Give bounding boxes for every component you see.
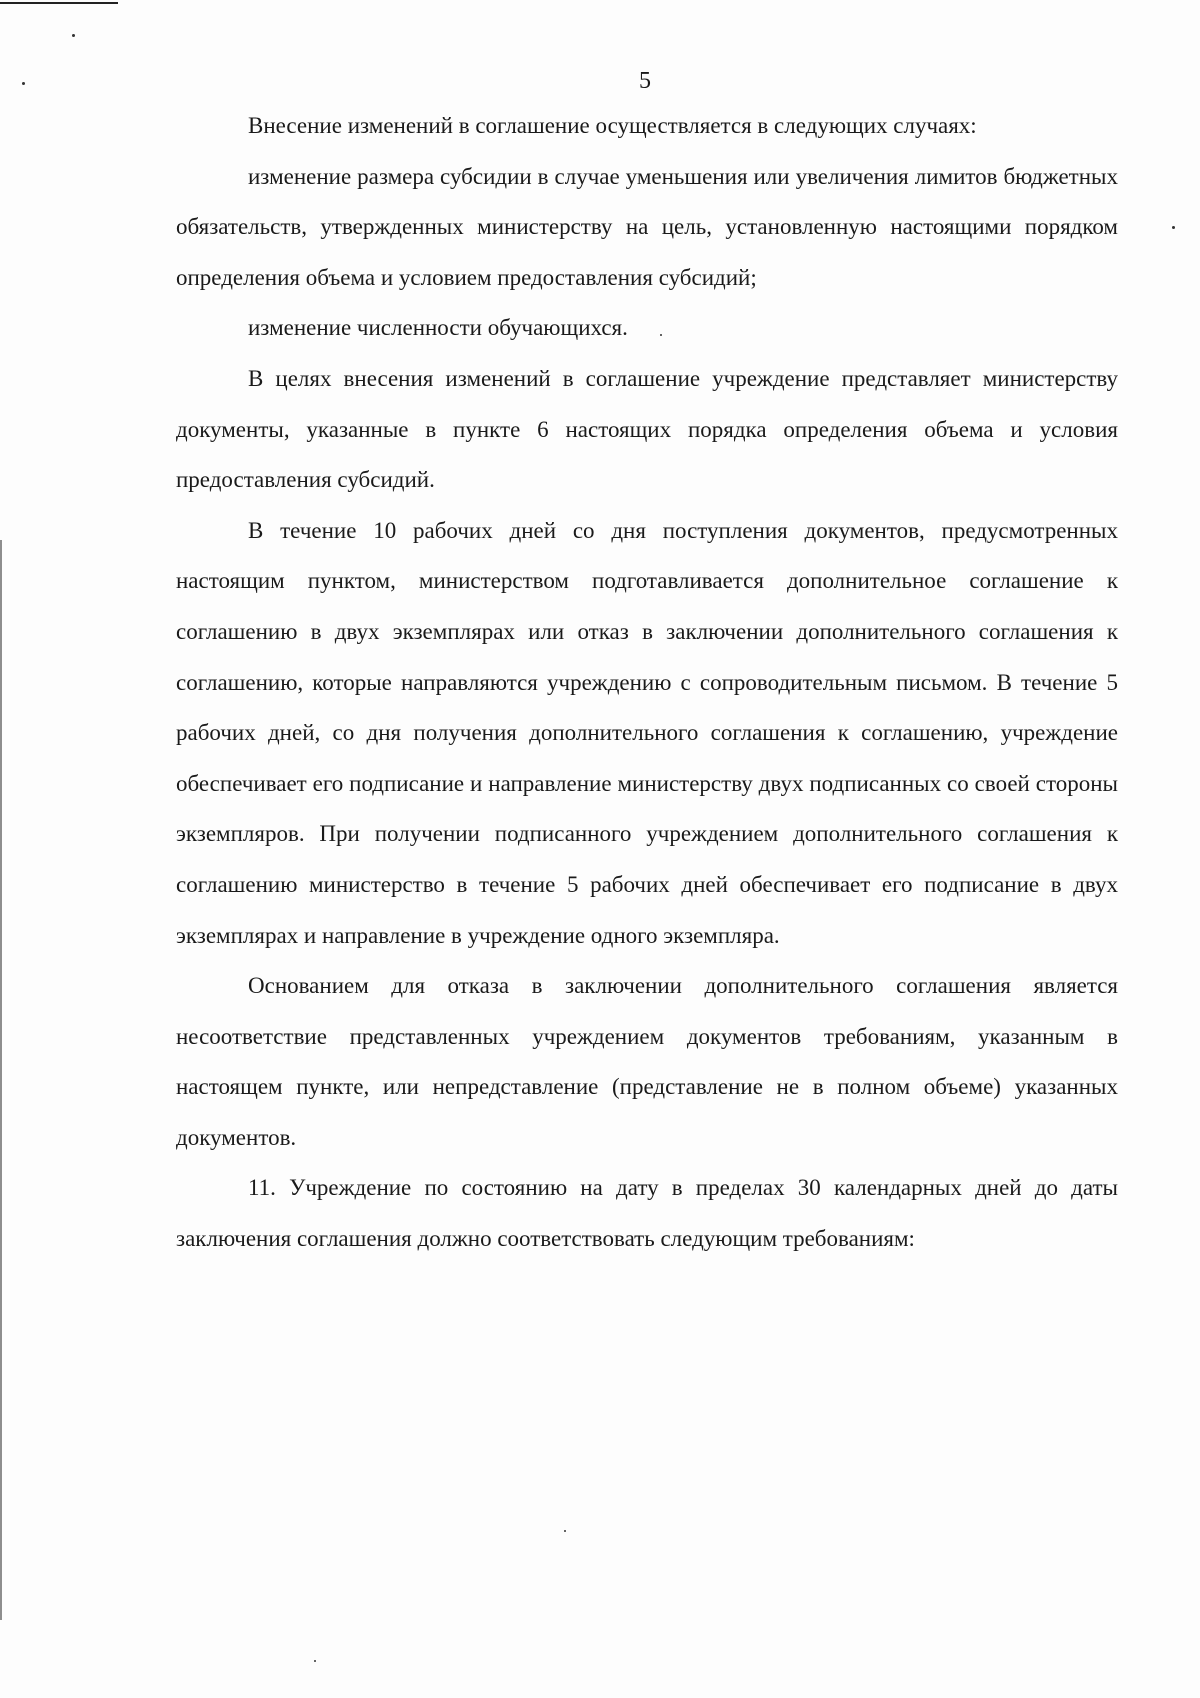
paragraph: В целях внесения изменений в соглашение учреждение представляет министерству документы, указанные в пункте 6 настоящих порядка определения объема и условия предоставления субсидий. [176, 365, 1118, 493]
scan-edge-line [0, 2, 118, 4]
scan-speck [1172, 226, 1175, 229]
page-number: 5 [639, 68, 651, 94]
paragraph: Внесение изменений в соглашение осуществляется в следующих случаях: [248, 113, 977, 138]
scan-edge-line [0, 540, 2, 1620]
document-body [176, 101, 1118, 1265]
scan-speck [564, 1530, 566, 1532]
scan-speck [314, 1660, 316, 1662]
paragraph: В течение 10 рабочих дней со дня поступления документов, предусмотренных настоящим пунктом, министерством подготавливается дополнительное соглашение к соглашению в двух экземплярах или отказ в заключении дополнительного соглашения к соглашению, которые направляются учреждению с сопроводительным письмом. В течение 5 рабочих дней, со дня получения дополнительного соглашения к соглашению, учреждение обеспечивает его подписание и направление министерству двух подписанных со своей стороны экземпляров. При получении подписанного учреждением дополнительного соглашения к соглашению министерство в течение 5 рабочих дней обеспечивает его подписание в двух экземплярах и направление в учреждение одного экземпляра. [176, 517, 1118, 948]
paragraph: Основанием для отказа в заключении дополнительного соглашения является несоответствие представленных учреждением документов требованиям, указанным в настоящем пункте, или непредставление (представление не в полном объеме) указанных документов. [176, 973, 1118, 1150]
paragraph: 11. Учреждение по состоянию на дату в пределах 30 календарных дней до даты заключения соглашения должно соответствовать следующим требованиям: [176, 1175, 1118, 1252]
scan-speck [72, 34, 75, 37]
paragraph: изменение численности обучающихся. [248, 315, 628, 341]
paragraph: изменение размера субсидии в случае уменьшения или увеличения лимитов бюджетных обязательств, утвержденных министерству на цель, установленную настоящими порядком определения объема и условием предоставления субсидий; [176, 163, 1118, 290]
